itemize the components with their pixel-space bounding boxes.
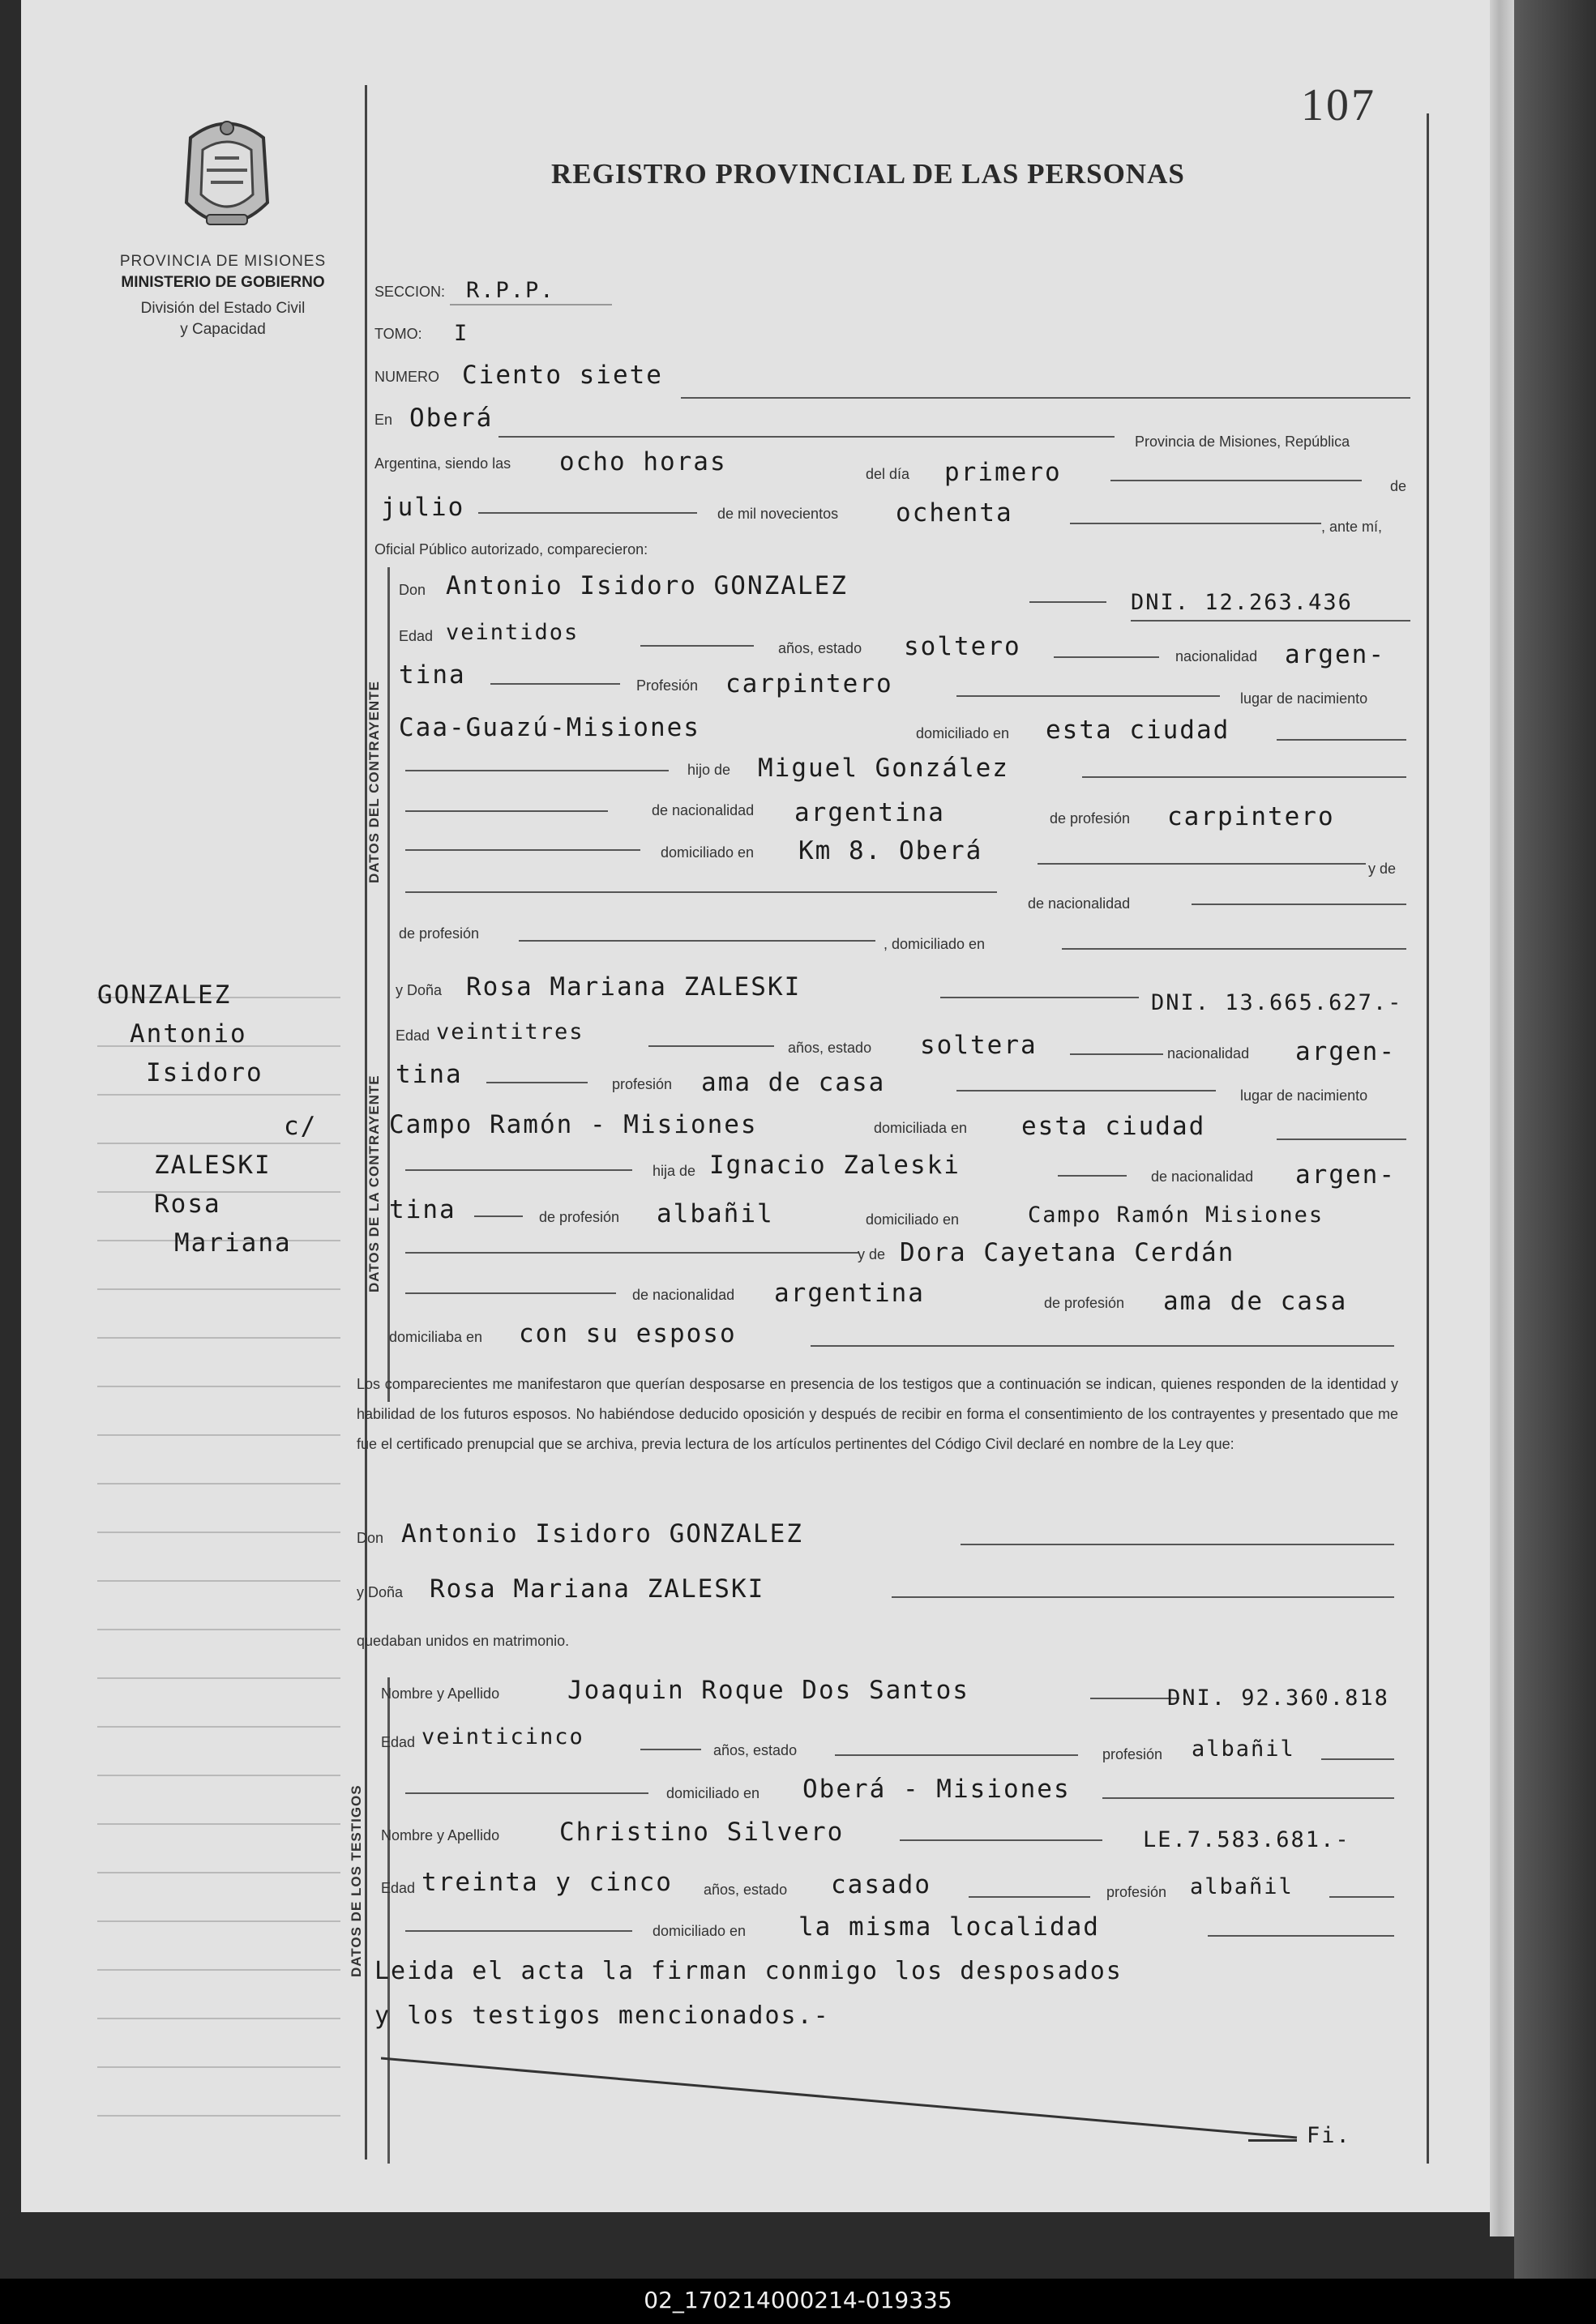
field-line [640,645,754,647]
union-dona-label: y Doña [357,1584,404,1600]
lugar-label: lugar de nacimiento [1240,690,1368,707]
dona-label: y Doña [396,982,443,998]
hijo-label: hijo de [687,762,731,778]
folio-number: 107 [1301,80,1376,130]
contrayente-nacionalidad: argen- [1285,640,1385,669]
closing-line-1: Leida el acta la firman conmigo los desposados [374,1957,1123,1985]
nacionalidad-label: nacionalidad [1175,648,1258,664]
field-line [835,1754,1078,1756]
de-profesion-label: de profesión [1050,810,1131,827]
field-line [1070,1053,1163,1055]
field-line [1277,739,1406,741]
t1-anios-label: años, estado [713,1742,798,1758]
field-line [1208,1935,1394,1937]
margin-rule [97,1969,340,1971]
contrayente-f-edad: veintitres [436,1019,584,1045]
union-dona-value: Rosa Mariana ZALESKI [430,1574,765,1604]
domiciliado-label: domiciliado en [916,725,1010,741]
contrayente-f-estado: soltera [920,1031,1038,1060]
seccion-value: R.P.P. [466,278,555,303]
tomo-value: I [454,321,469,346]
field-line [1054,656,1159,658]
field-line [940,997,1139,998]
hija-label: hija de [653,1163,696,1179]
de-nacionalidad-label: de nacionalidad [652,802,755,818]
margin-note-separator: c/ [284,1112,318,1141]
field-line [1329,1896,1394,1898]
t2-domiciliado-label: domiciliado en [653,1923,747,1939]
contrayente-f-nacionalidad-cont: tina [396,1060,463,1089]
field-line [405,1930,632,1932]
contrayente-f-padre-domicilio: Campo Ramón Misiones [1028,1203,1324,1228]
t1-label: Nombre y Apellido [381,1685,500,1702]
field-line [486,1082,588,1083]
seccion-label: SECCION: [374,284,446,300]
dia-label: del día [866,466,910,482]
contrayente-dni: DNI. 12.263.436 [1131,590,1353,615]
contrayente-f-madre: Dora Cayetana Cerdán [900,1238,1235,1267]
field-line [648,1045,774,1047]
contrayente-f-padre-nacionalidad-cont: tina [389,1195,456,1224]
end-line [1248,2139,1297,2142]
field-line [1192,904,1406,905]
letterhead-division: División del Estado Civil [140,300,306,317]
en-value: Oberá [409,404,494,433]
field-line [405,770,669,771]
t1-profesion: albañil [1192,1737,1295,1762]
profesion-label: Profesión [636,677,699,694]
margin-rule [97,1823,340,1825]
field-line [405,1252,859,1254]
t1-edad-label: Edad [381,1734,416,1750]
mes-value: julio [381,493,465,522]
field-line [405,810,608,812]
closing-stroke [381,2026,1402,2155]
madre-f-nacionalidad-label: de nacionalidad [632,1287,735,1303]
margin-note [97,980,340,1267]
margin-rule [97,1434,340,1436]
field-line [1090,1698,1179,1699]
field-line [450,304,612,305]
en-label: En [374,412,393,428]
margin-rule [97,1386,340,1387]
margin-note-name-2: Isidoro [146,1058,263,1087]
field-line [1110,480,1362,481]
margin-note-name-4: Mariana [174,1228,292,1258]
t2-dni: LE.7.583.681.- [1143,1827,1350,1852]
contrayente-f-padre-profesion: albañil [657,1199,774,1228]
argentina-label: Argentina, siendo las [374,455,511,472]
end-mark: Fi. [1307,2123,1351,2148]
padre-f-profesion-label: de profesión [539,1209,620,1225]
margin-rule [97,1677,340,1679]
contrayente-f-padre: Ignacio Zaleski [709,1151,961,1180]
statement-paragraph: Los comparecientes me manifestaron que querían desposarse en presencia de los testigos que a continuación se indican, quienes responden de la identidad y habilidad de los futuros esposos. No habiéndose deducido oposición y después de recibir en forma el consentimiento de los contrayentes y presentado que me fue el certificado prenupcial que se archiva, previa lectura de los artículos pertinentes del Código Civil declaré en nombre de la Ley que: [357,1376,1398,1452]
madre-domiciliado-label: , domiciliado en [884,936,986,952]
field-line [405,1792,648,1794]
contrayente-padre-nacionalidad: argentina [794,798,945,827]
quedaban-label: quedaban unidos en matrimonio. [357,1633,570,1649]
field-line [956,695,1220,697]
t1-domiciliado-label: domiciliado en [666,1785,760,1801]
province-seal-icon [174,113,280,235]
field-line [498,436,1115,438]
margin-rule [97,1920,340,1922]
anios-f-label: años, estado [788,1040,872,1056]
dia-value: primero [944,458,1062,487]
section-label-contrayente: DATOS DEL CONTRAYENTE [366,681,382,883]
field-line [405,891,997,893]
field-line [1102,1797,1394,1799]
field-line [961,1544,1394,1545]
field-line [900,1839,1102,1841]
letterhead-division-2: y Capacidad [180,321,266,338]
t2-name: Christino Silvero [559,1818,845,1847]
t2-domicilio: la misma localidad [798,1912,1100,1942]
margin-note-name: Antonio [130,1019,247,1049]
contrayente-lugar: Caa-Guazú-Misiones [399,713,700,742]
letterhead [97,253,349,340]
field-line [478,512,697,514]
contrayente-f-name: Rosa Mariana ZALESKI [466,972,802,1002]
field-line [811,1345,1394,1347]
madre-nacionalidad-label: de nacionalidad [1028,895,1131,912]
contrayente-padre-domicilio: Km 8. Oberá [798,836,983,865]
t2-estado: casado [831,1870,931,1899]
t2-anios-label: años, estado [704,1882,788,1898]
contrayente-padre-profesion: carpintero [1167,802,1335,831]
padre-f-domiciliado-label: domiciliado en [866,1211,960,1228]
field-line [1070,523,1321,524]
madre-f-profesion-label: de profesión [1044,1295,1125,1311]
contrayente-estado: soltero [904,632,1021,661]
field-line [1038,863,1366,865]
field-line [1062,948,1406,950]
section-label-testigos: DATOS DE LOS TESTIGOS [349,1784,364,1977]
mil-label: de mil novecientos [717,506,839,522]
field-line [640,1749,701,1750]
union-don-value: Antonio Isidoro GONZALEZ [401,1519,803,1549]
field-line [405,1169,632,1171]
field-line [1131,620,1410,622]
margin-rule [97,1629,340,1630]
section-label-contrayente-f: DATOS DE LA CONTRAYENTE [366,1074,382,1292]
contrayente-f-dni: DNI. 13.665.627.- [1151,990,1403,1015]
t2-profesion: albañil [1190,1874,1294,1899]
contrayente-f-madre-nacionalidad: argentina [774,1279,925,1308]
margin-rule [97,1337,340,1339]
field-line [405,849,640,851]
profesion-f-label: profesión [612,1076,673,1092]
provincia-label: Provincia de Misiones, República [1135,434,1350,450]
numero-label: NUMERO [374,369,439,385]
padre-domiciliado-label: domiciliado en [661,844,755,861]
book-edge [1514,0,1596,2279]
lugar-f-label: lugar de nacimiento [1240,1087,1368,1104]
union-don-label: Don [357,1530,384,1546]
don-label: Don [399,582,426,598]
contrayente-f-profesion: ama de casa [701,1068,886,1097]
t1-dni: DNI. 92.360.818 [1167,1685,1389,1711]
contrayente-domicilio: esta ciudad [1046,716,1230,745]
t2-edad: treinta y cinco [421,1868,673,1897]
t1-edad: veinticinco [421,1724,584,1749]
section-rule [387,567,390,1402]
contrayente-edad: veintidos [446,620,580,645]
edad-label: Edad [399,628,434,644]
margin-rule [97,1872,340,1873]
sheet-edge [1490,0,1514,2236]
edad-f-label: Edad [396,1027,430,1044]
domiciliada-label: domiciliada en [874,1120,968,1136]
anios-label: años, estado [778,640,862,656]
oficial-label: Oficial Público autorizado, comparecieron: [374,541,648,558]
y-de-f-label: y de [858,1246,886,1262]
padre-f-nacionalidad-label: de nacionalidad [1151,1168,1254,1185]
margin-rule [97,1775,340,1776]
contrayente-padre: Miguel González [758,754,1009,783]
closing-line-2: y los testigos mencionados.- [374,2001,830,2030]
anio-value: ochenta [896,498,1013,528]
contrayente-f-madre-profesion: ama de casa [1163,1287,1348,1316]
contrayente-profesion: carpintero [725,669,893,698]
madre-profesion-label: de profesión [399,925,480,942]
margin-note-surname-2: ZALESKI [154,1151,272,1180]
field-line [1082,776,1406,778]
right-margin-rule [1427,113,1429,2164]
contrayente-f-domicilio: esta ciudad [1021,1112,1206,1141]
margin-rule [97,2066,340,2068]
ante-label: , ante mí, [1321,519,1383,535]
t1-name: Joaquin Roque Dos Santos [567,1676,969,1705]
margin-rule [97,2115,340,2117]
letterhead-ministry: MINISTERIO DE GOBIERNO [121,274,325,291]
de-label: de [1390,478,1407,494]
y-de-label: y de [1368,861,1397,877]
contrayente-f-padre-nacionalidad: argen- [1295,1160,1396,1190]
margin-rule [97,1580,340,1582]
field-line [1321,1758,1394,1760]
field-line [1058,1175,1127,1177]
field-line [892,1596,1394,1598]
contrayente-f-nacionalidad: argen- [1295,1037,1396,1066]
contrayente-nacionalidad-cont: tina [399,660,466,690]
t2-profesion-label: profesión [1106,1884,1167,1900]
field-line [474,1215,523,1217]
image-footer-label: 02_170214000214-019335 [644,2287,952,2313]
contrayente-f-madre-domicilio: con su esposo [519,1319,737,1348]
t1-profesion-label: profesión [1102,1746,1163,1762]
field-line [969,1896,1090,1898]
contrayente-name: Antonio Isidoro GONZALEZ [446,571,848,600]
madre-f-domiciliaba-label: domiciliaba en [389,1329,483,1345]
contrayente-f-lugar: Campo Ramón - Misiones [389,1110,758,1139]
nacionalidad-f-label: nacionalidad [1167,1045,1250,1062]
field-line [1029,601,1106,603]
field-line [956,1090,1216,1092]
page-title: REGISTRO PROVINCIAL DE LAS PERSONAS [551,158,1185,190]
field-line [490,683,620,685]
t2-label: Nombre y Apellido [381,1827,500,1843]
letterhead-province: PROVINCIA DE MISIONES [119,253,327,270]
margin-rule [97,2018,340,2019]
margin-rule [97,1483,340,1485]
horas-value: ocho horas [559,447,727,476]
field-line [681,397,1410,399]
margin-rule [97,1532,340,1533]
tomo-label: TOMO: [374,326,422,342]
field-line [1277,1139,1406,1140]
t2-edad-label: Edad [381,1880,416,1896]
margin-rule [97,1726,340,1728]
margin-note-name-3: Rosa [154,1190,221,1219]
t1-domicilio: Oberá - Misiones [802,1775,1071,1804]
margin-note-surname: GONZALEZ [97,980,232,1010]
margin-rule [97,1288,340,1290]
numero-value: Ciento siete [462,361,663,390]
field-line [519,940,875,942]
field-line [405,1292,616,1294]
